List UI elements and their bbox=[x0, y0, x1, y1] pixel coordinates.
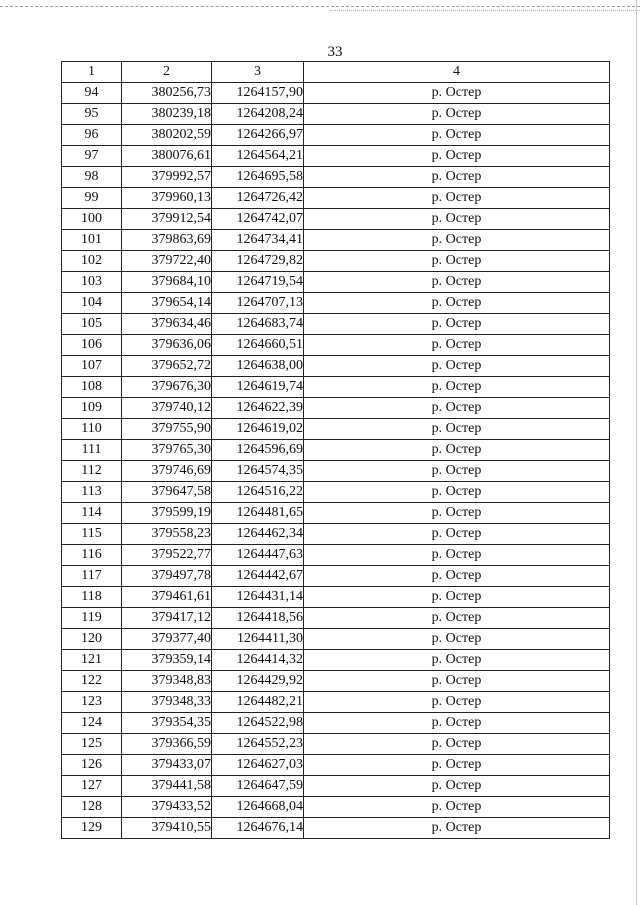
point-number-cell: 108 bbox=[62, 377, 122, 398]
point-number-cell: 102 bbox=[62, 251, 122, 272]
table-row bbox=[62, 377, 610, 398]
y-coordinate-cell: 1264719,54 bbox=[212, 272, 304, 293]
description-cell: р. Остер bbox=[304, 524, 610, 545]
table-row bbox=[62, 251, 610, 272]
point-number-cell: 127 bbox=[62, 776, 122, 797]
y-coordinate-cell: 1264516,22 bbox=[212, 482, 304, 503]
x-coordinate-cell: 379652,72 bbox=[122, 356, 212, 377]
point-number-cell: 119 bbox=[62, 608, 122, 629]
y-coordinate-cell: 1264462,34 bbox=[212, 524, 304, 545]
x-coordinate-cell: 379960,13 bbox=[122, 188, 212, 209]
description-cell: р. Остер bbox=[304, 461, 610, 482]
y-coordinate-cell: 1264208,24 bbox=[212, 104, 304, 125]
point-number-cell: 106 bbox=[62, 335, 122, 356]
point-number-cell: 113 bbox=[62, 482, 122, 503]
y-coordinate-cell: 1264414,32 bbox=[212, 650, 304, 671]
table-row bbox=[62, 503, 610, 524]
y-coordinate-cell: 1264726,42 bbox=[212, 188, 304, 209]
table-row bbox=[62, 629, 610, 650]
point-number-cell: 109 bbox=[62, 398, 122, 419]
point-number-cell: 122 bbox=[62, 671, 122, 692]
point-number-cell: 105 bbox=[62, 314, 122, 335]
x-coordinate-cell: 379676,30 bbox=[122, 377, 212, 398]
y-coordinate-cell: 1264627,03 bbox=[212, 755, 304, 776]
table-row bbox=[62, 314, 610, 335]
point-number-cell: 121 bbox=[62, 650, 122, 671]
y-coordinate-cell: 1264734,41 bbox=[212, 230, 304, 251]
table-row bbox=[62, 545, 610, 566]
description-cell: р. Остер bbox=[304, 440, 610, 461]
scan-artifact-line bbox=[0, 6, 640, 7]
x-coordinate-cell: 379740,12 bbox=[122, 398, 212, 419]
y-coordinate-cell: 1264660,51 bbox=[212, 335, 304, 356]
y-coordinate-cell: 1264431,14 bbox=[212, 587, 304, 608]
table-row bbox=[62, 83, 610, 104]
table-row bbox=[62, 713, 610, 734]
x-coordinate-cell: 379636,06 bbox=[122, 335, 212, 356]
x-coordinate-cell: 379558,23 bbox=[122, 524, 212, 545]
x-coordinate-cell: 379746,69 bbox=[122, 461, 212, 482]
point-number-cell: 116 bbox=[62, 545, 122, 566]
description-cell: р. Остер bbox=[304, 209, 610, 230]
table-row bbox=[62, 461, 610, 482]
description-cell: р. Остер bbox=[304, 188, 610, 209]
x-coordinate-cell: 380239,18 bbox=[122, 104, 212, 125]
table-row bbox=[62, 356, 610, 377]
x-coordinate-cell: 379765,30 bbox=[122, 440, 212, 461]
y-coordinate-cell: 1264596,69 bbox=[212, 440, 304, 461]
page-edge bbox=[636, 0, 637, 905]
description-cell: р. Остер bbox=[304, 377, 610, 398]
x-coordinate-cell: 379433,52 bbox=[122, 797, 212, 818]
x-coordinate-cell: 379755,90 bbox=[122, 419, 212, 440]
point-number-cell: 118 bbox=[62, 587, 122, 608]
y-coordinate-cell: 1264668,04 bbox=[212, 797, 304, 818]
point-number-cell: 104 bbox=[62, 293, 122, 314]
y-coordinate-cell: 1264676,14 bbox=[212, 818, 304, 839]
point-number-cell: 96 bbox=[62, 125, 122, 146]
y-coordinate-cell: 1264552,23 bbox=[212, 734, 304, 755]
description-cell: р. Остер bbox=[304, 629, 610, 650]
description-cell: р. Остер bbox=[304, 566, 610, 587]
table-row bbox=[62, 398, 610, 419]
x-coordinate-cell: 380256,73 bbox=[122, 83, 212, 104]
point-number-cell: 125 bbox=[62, 734, 122, 755]
table-row bbox=[62, 755, 610, 776]
x-coordinate-cell: 379410,55 bbox=[122, 818, 212, 839]
y-coordinate-cell: 1264429,92 bbox=[212, 671, 304, 692]
x-coordinate-cell: 379377,40 bbox=[122, 629, 212, 650]
point-number-cell: 110 bbox=[62, 419, 122, 440]
point-number-cell: 126 bbox=[62, 755, 122, 776]
description-cell: р. Остер bbox=[304, 335, 610, 356]
column-header: 4 bbox=[304, 62, 610, 83]
column-header: 1 bbox=[62, 62, 122, 83]
y-coordinate-cell: 1264442,67 bbox=[212, 566, 304, 587]
x-coordinate-cell: 379354,35 bbox=[122, 713, 212, 734]
y-coordinate-cell: 1264411,30 bbox=[212, 629, 304, 650]
table-row bbox=[62, 335, 610, 356]
point-number-cell: 94 bbox=[62, 83, 122, 104]
table-row bbox=[62, 272, 610, 293]
description-cell: р. Остер bbox=[304, 146, 610, 167]
x-coordinate-cell: 379348,33 bbox=[122, 692, 212, 713]
x-coordinate-cell: 379522,77 bbox=[122, 545, 212, 566]
y-coordinate-cell: 1264647,59 bbox=[212, 776, 304, 797]
description-cell: р. Остер bbox=[304, 419, 610, 440]
y-coordinate-cell: 1264482,21 bbox=[212, 692, 304, 713]
table-header-row bbox=[62, 62, 610, 83]
page-number: 33 bbox=[327, 44, 343, 60]
coordinates-table bbox=[61, 61, 610, 839]
x-coordinate-cell: 379359,14 bbox=[122, 650, 212, 671]
y-coordinate-cell: 1264638,00 bbox=[212, 356, 304, 377]
description-cell: р. Остер bbox=[304, 734, 610, 755]
column-header: 2 bbox=[122, 62, 212, 83]
description-cell: р. Остер bbox=[304, 650, 610, 671]
table-row bbox=[62, 818, 610, 839]
point-number-cell: 114 bbox=[62, 503, 122, 524]
description-cell: р. Остер bbox=[304, 797, 610, 818]
point-number-cell: 117 bbox=[62, 566, 122, 587]
table-row bbox=[62, 440, 610, 461]
x-coordinate-cell: 379684,10 bbox=[122, 272, 212, 293]
table-row bbox=[62, 776, 610, 797]
x-coordinate-cell: 379433,07 bbox=[122, 755, 212, 776]
point-number-cell: 98 bbox=[62, 167, 122, 188]
description-cell: р. Остер bbox=[304, 713, 610, 734]
point-number-cell: 107 bbox=[62, 356, 122, 377]
table-row bbox=[62, 650, 610, 671]
x-coordinate-cell: 379992,57 bbox=[122, 167, 212, 188]
column-header: 3 bbox=[212, 62, 304, 83]
y-coordinate-cell: 1264157,90 bbox=[212, 83, 304, 104]
description-cell: р. Остер bbox=[304, 755, 610, 776]
table-row bbox=[62, 566, 610, 587]
description-cell: р. Остер bbox=[304, 293, 610, 314]
table-row bbox=[62, 587, 610, 608]
point-number-cell: 129 bbox=[62, 818, 122, 839]
point-number-cell: 112 bbox=[62, 461, 122, 482]
y-coordinate-cell: 1264619,74 bbox=[212, 377, 304, 398]
table-row bbox=[62, 419, 610, 440]
x-coordinate-cell: 379634,46 bbox=[122, 314, 212, 335]
y-coordinate-cell: 1264619,02 bbox=[212, 419, 304, 440]
y-coordinate-cell: 1264707,13 bbox=[212, 293, 304, 314]
x-coordinate-cell: 379647,58 bbox=[122, 482, 212, 503]
description-cell: р. Остер bbox=[304, 230, 610, 251]
description-cell: р. Остер bbox=[304, 104, 610, 125]
point-number-cell: 97 bbox=[62, 146, 122, 167]
description-cell: р. Остер bbox=[304, 167, 610, 188]
x-coordinate-cell: 380076,61 bbox=[122, 146, 212, 167]
description-cell: р. Остер bbox=[304, 545, 610, 566]
x-coordinate-cell: 379441,58 bbox=[122, 776, 212, 797]
description-cell: р. Остер bbox=[304, 398, 610, 419]
y-coordinate-cell: 1264418,56 bbox=[212, 608, 304, 629]
y-coordinate-cell: 1264695,58 bbox=[212, 167, 304, 188]
y-coordinate-cell: 1264266,97 bbox=[212, 125, 304, 146]
scan-artifact-line bbox=[330, 10, 640, 11]
table-row bbox=[62, 692, 610, 713]
description-cell: р. Остер bbox=[304, 314, 610, 335]
description-cell: р. Остер bbox=[304, 587, 610, 608]
description-cell: р. Остер bbox=[304, 251, 610, 272]
x-coordinate-cell: 379863,69 bbox=[122, 230, 212, 251]
description-cell: р. Остер bbox=[304, 125, 610, 146]
point-number-cell: 100 bbox=[62, 209, 122, 230]
y-coordinate-cell: 1264729,82 bbox=[212, 251, 304, 272]
table-row bbox=[62, 293, 610, 314]
point-number-cell: 95 bbox=[62, 104, 122, 125]
table-row bbox=[62, 608, 610, 629]
x-coordinate-cell: 379497,78 bbox=[122, 566, 212, 587]
description-cell: р. Остер bbox=[304, 776, 610, 797]
table-row bbox=[62, 146, 610, 167]
description-cell: р. Остер bbox=[304, 818, 610, 839]
description-cell: р. Остер bbox=[304, 272, 610, 293]
y-coordinate-cell: 1264622,39 bbox=[212, 398, 304, 419]
point-number-cell: 103 bbox=[62, 272, 122, 293]
y-coordinate-cell: 1264522,98 bbox=[212, 713, 304, 734]
table-row bbox=[62, 230, 610, 251]
table-row bbox=[62, 797, 610, 818]
y-coordinate-cell: 1264564,21 bbox=[212, 146, 304, 167]
point-number-cell: 120 bbox=[62, 629, 122, 650]
x-coordinate-cell: 379366,59 bbox=[122, 734, 212, 755]
table-body bbox=[62, 83, 610, 839]
x-coordinate-cell: 380202,59 bbox=[122, 125, 212, 146]
description-cell: р. Остер bbox=[304, 692, 610, 713]
table-row bbox=[62, 167, 610, 188]
x-coordinate-cell: 379599,19 bbox=[122, 503, 212, 524]
point-number-cell: 99 bbox=[62, 188, 122, 209]
table-row bbox=[62, 209, 610, 230]
description-cell: р. Остер bbox=[304, 503, 610, 524]
description-cell: р. Остер bbox=[304, 83, 610, 104]
description-cell: р. Остер bbox=[304, 671, 610, 692]
x-coordinate-cell: 379461,61 bbox=[122, 587, 212, 608]
description-cell: р. Остер bbox=[304, 356, 610, 377]
table-row bbox=[62, 524, 610, 545]
point-number-cell: 128 bbox=[62, 797, 122, 818]
point-number-cell: 111 bbox=[62, 440, 122, 461]
x-coordinate-cell: 379912,54 bbox=[122, 209, 212, 230]
y-coordinate-cell: 1264574,35 bbox=[212, 461, 304, 482]
table-row bbox=[62, 188, 610, 209]
y-coordinate-cell: 1264481,65 bbox=[212, 503, 304, 524]
point-number-cell: 115 bbox=[62, 524, 122, 545]
table-row bbox=[62, 125, 610, 146]
y-coordinate-cell: 1264742,07 bbox=[212, 209, 304, 230]
point-number-cell: 101 bbox=[62, 230, 122, 251]
table-row bbox=[62, 104, 610, 125]
table-row bbox=[62, 734, 610, 755]
table-row bbox=[62, 482, 610, 503]
x-coordinate-cell: 379348,83 bbox=[122, 671, 212, 692]
x-coordinate-cell: 379722,40 bbox=[122, 251, 212, 272]
table-row bbox=[62, 671, 610, 692]
description-cell: р. Остер bbox=[304, 482, 610, 503]
point-number-cell: 124 bbox=[62, 713, 122, 734]
y-coordinate-cell: 1264683,74 bbox=[212, 314, 304, 335]
y-coordinate-cell: 1264447,63 bbox=[212, 545, 304, 566]
x-coordinate-cell: 379654,14 bbox=[122, 293, 212, 314]
point-number-cell: 123 bbox=[62, 692, 122, 713]
description-cell: р. Остер bbox=[304, 608, 610, 629]
x-coordinate-cell: 379417,12 bbox=[122, 608, 212, 629]
